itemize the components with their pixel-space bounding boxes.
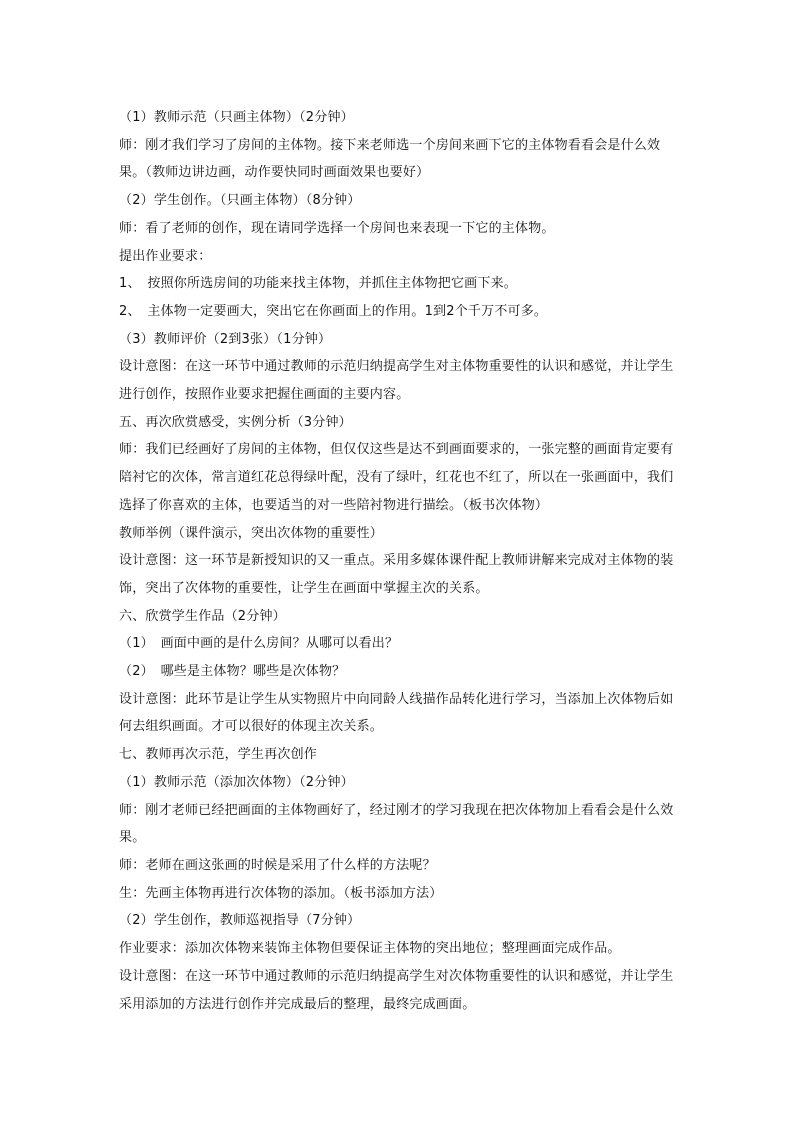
list-item-2: 2、 主体物一定要画大，突出它在你画面上的作用。1到2个千万不可多。 bbox=[119, 303, 548, 319]
paragraph-25: 设计意图：在这一环节中通过教师的示范归纳提高学生对次体物重要性的认识和感觉，并让学生采用添加的方法进行创作并完成最后的整理，最终完成画面。 bbox=[119, 968, 674, 1012]
list-item-1: 1、 按照你所选房间的功能来找主体物，并抓住主体物把它画下来。 bbox=[119, 276, 517, 292]
paragraph-5: 提出作业要求： bbox=[119, 248, 212, 264]
paragraph-8: （3）教师评价（2到3张）（1分钟） bbox=[119, 331, 332, 347]
paragraph-12: 教师举例（课件演示，突出次体物的重要性） bbox=[119, 525, 384, 541]
paragraph-9: 设计意图：在这一环节中通过教师的示范归纳提高学生对主体物重要性的认识和感觉，并让学生进行创作，按照作业要求把握住画面的主要内容。 bbox=[119, 359, 674, 403]
paragraph-23: （2）学生创作，教师巡视指导（7分钟） bbox=[119, 913, 361, 929]
paragraph-13: 设计意图：这一环节是新授知识的又一重点。采用多媒体课件配上教师讲解来完成对主体物的装饰，突出了次体物的重要性，让学生在画面中掌握主次的关系。 bbox=[119, 553, 674, 596]
paragraph-21: 师：老师在画这张画的时候是采用了什么样的方法呢？ bbox=[119, 857, 436, 873]
paragraph-19: （1）教师示范（添加次体物）（2分钟） bbox=[119, 774, 354, 790]
list-item-3: （1） 画面中画的是什么房间？从哪可以看出？ bbox=[119, 636, 399, 652]
paragraph-24: 作业要求：添加次体物来装饰主体物但要保证主体物的突出地位；整理画面完成作品。 bbox=[119, 941, 621, 957]
section-heading-6: 六、欣赏学生作品（2分钟） bbox=[119, 608, 286, 624]
paragraph-17: 设计意图：此环节是让学生从实物照片中向同龄人线描作品转化进行学习，当添加上次体物后如何去组织画面。才可以很好的体现主次关系。 bbox=[119, 691, 674, 735]
document-body bbox=[119, 104, 679, 1018]
paragraph-20: 师：刚才老师已经把画面的主体物画好了，经过刚才的学习我现在把次体物加上看看会是什么效果。 bbox=[119, 802, 674, 846]
section-heading-7: 七、教师再次示范，学生再次创作 bbox=[119, 747, 318, 763]
list-item-4: （2） 哪些是主体物？哪些是次体物？ bbox=[119, 664, 346, 680]
paragraph-11: 师：我们已经画好了房间的主体物，但仅仅这些是达不到画面要求的，一张完整的画面肯定要有陪衬它的次体，常言道红花总得绿叶配，没有了绿叶，红花也不红了，所以在一张画面中，我们选择了你喜欢的主体，也要适当的对一些陪衬物进行描绘。（板书次体物） bbox=[119, 442, 674, 513]
paragraph-2: 师：刚才我们学习了房间的主体物。接下来老师选一个房间来画下它的主体物看看会是什么效果。（教师边讲边画，动作要快同时画面效果也要好） bbox=[119, 137, 661, 181]
paragraph-22: 生：先画主体物再进行次体物的添加。（板书添加方法） bbox=[119, 885, 443, 901]
paragraph-4: 师：看了老师的创作，现在请同学选择一个房间也来表现一下它的主体物。 bbox=[119, 220, 555, 236]
paragraph-3: （2）学生创作。（只画主体物）（8分钟） bbox=[119, 193, 361, 209]
section-heading-5: 五、再次欣赏感受，实例分析（3分钟） bbox=[119, 414, 352, 430]
paragraph-1: （1）教师示范（只画主体物）（2分钟） bbox=[119, 110, 354, 125]
